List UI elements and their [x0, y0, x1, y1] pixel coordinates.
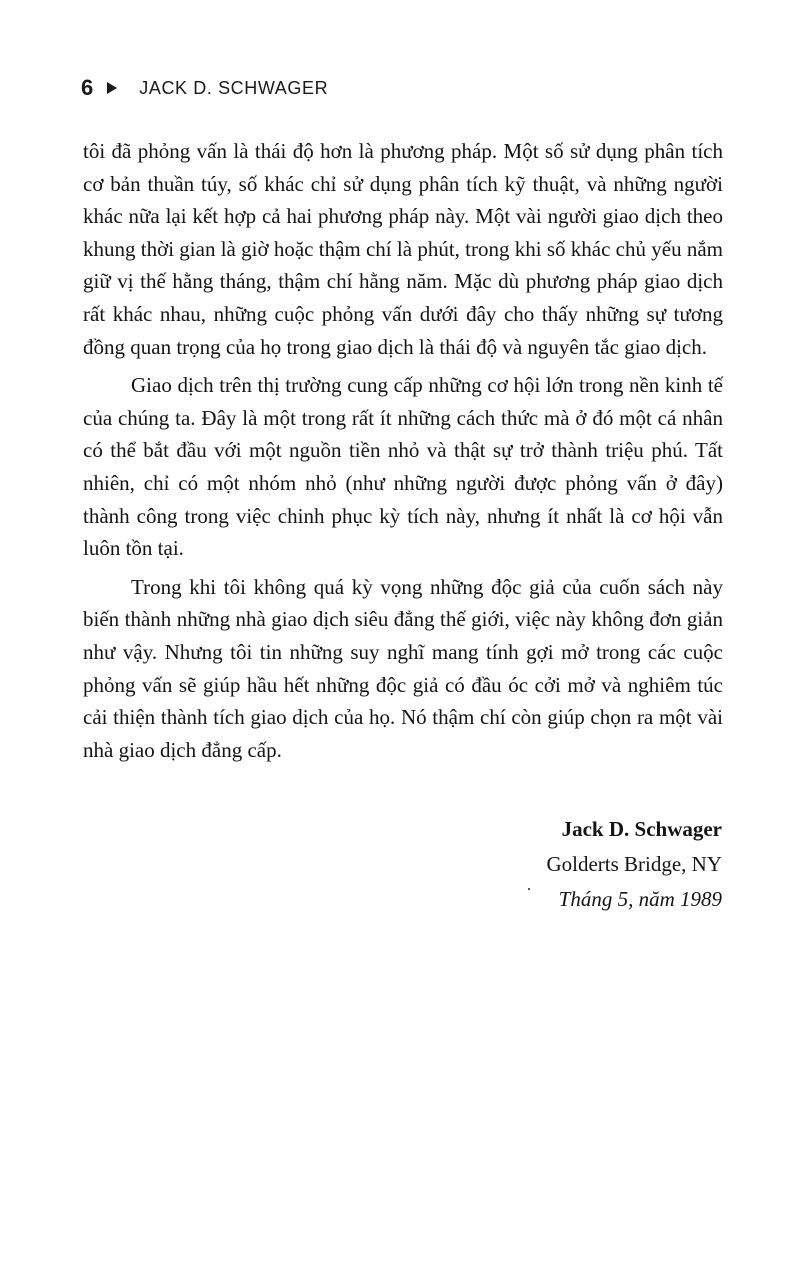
signature-block	[546, 812, 722, 917]
paragraph-2: Giao dịch trên thị trường cung cấp những cơ hội lớn trong nền kinh tế của chúng ta. Đây là một trong rất ít những cách thức mà ở đó một cá nhân có thể bắt đầu với một nguồn tiền nhỏ và thật sự trở thành triệu phú. Tất nhiên, chỉ có một nhóm nhỏ (như những người được phỏng vấn ở đây) thành công trong việc chinh phục kỳ tích này, nhưng ít nhất là cơ hội vẫn luôn tồn tại.	[83, 373, 723, 561]
header-author: JACK D. SCHWAGER	[139, 77, 329, 98]
paragraph-1: tôi đã phỏng vấn là thái độ hơn là phương pháp. Một số sử dụng phân tích cơ bản thuần túy, số khác chỉ sử dụng phân tích kỹ thuật, và những người khác nữa lại kết hợp cả hai phương pháp này. Một vài người giao dịch theo khung thời gian là giờ hoặc thậm chí là phút, trong khi số khác chủ yếu nắm giữ vị thế hằng tháng, thậm chí hằng năm. Mặc dù phương pháp giao dịch rất khác nhau, những cuộc phỏng vấn dưới đây cho thấy những sự tương đồng quan trọng của họ trong giao dịch là thái độ và nguyên tắc giao dịch.	[83, 139, 723, 359]
signature-place: Golderts Bridge, NY	[546, 852, 722, 876]
signature-name: Jack D. Schwager	[561, 817, 722, 841]
triangle-right-icon	[107, 82, 117, 94]
paragraph-3: Trong khi tôi không quá kỳ vọng những độc giả của cuốn sách này biến thành những nhà giao dịch siêu đẳng thế giới, việc này không đơn giản như vậy. Nhưng tôi tin những suy nghĩ mang tính gợi mở trong các cuộc phỏng vấn sẽ giúp hầu hết những độc giả có đầu óc cởi mở và nghiêm túc cải thiện thành tích giao dịch của họ. Nó thậm chí còn giúp chọn ra một vài nhà giao dịch đẳng cấp.	[83, 574, 723, 762]
page-number: 6	[81, 75, 94, 100]
running-header	[81, 72, 328, 104]
print-speck	[528, 888, 530, 890]
signature-date: Tháng 5, năm 1989	[558, 887, 722, 911]
body-text	[83, 135, 723, 772]
